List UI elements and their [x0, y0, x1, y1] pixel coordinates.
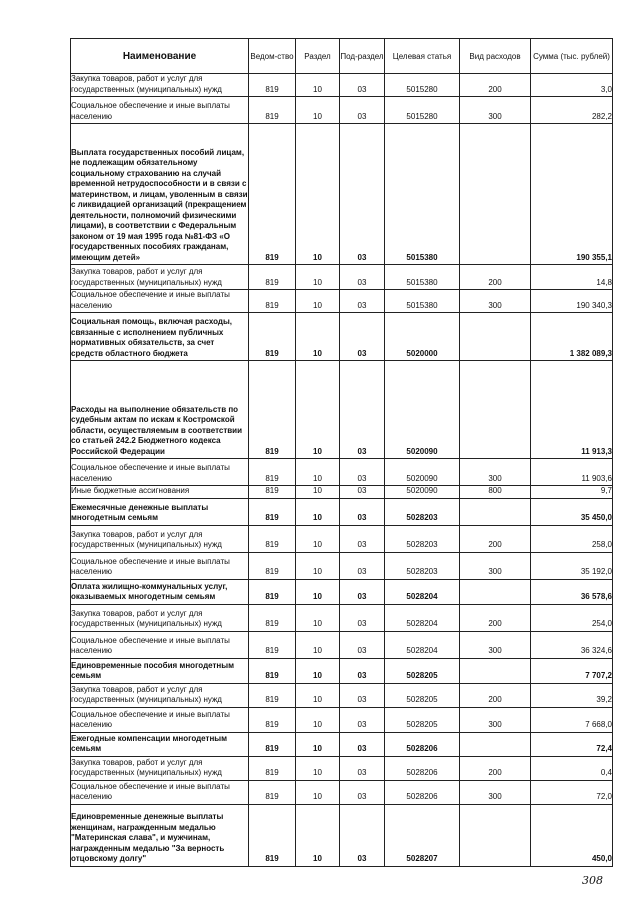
row-summa: 282,2	[531, 97, 613, 124]
row-cel: 5028203	[385, 498, 460, 525]
row-ved: 819	[249, 658, 296, 683]
row-summa: 36 324,6	[531, 631, 613, 658]
row-cel: 5028204	[385, 604, 460, 631]
row-summa: 190 355,1	[531, 124, 613, 265]
header-row	[71, 39, 613, 74]
table-row	[71, 525, 613, 552]
row-razdel: 10	[296, 552, 340, 579]
row-vid: 300	[460, 459, 531, 486]
row-name: Ежегодные компенсации многодетным семьям	[71, 732, 249, 756]
row-name: Социальное обеспечение и иные выплаты населению	[71, 459, 249, 486]
row-name: Выплата государственных пособий лицам, не подлежащим обязательному социальному страхованию на случай временной нетрудоспособности и в связи с материнством, и лицам, уволенным в связи с ликвидацией организаций (прекращением деятельности, полномочий физическими лицами), в соответствии с Федеральным законом от 19 мая 1995 года №81-ФЗ «О государственных пособиях гражданам, имеющим детей»	[71, 124, 249, 265]
row-summa: 36 578,6	[531, 579, 613, 604]
row-name: Социальное обеспечение и иные выплаты населению	[71, 707, 249, 732]
row-ved: 819	[249, 290, 296, 313]
row-podrazdel: 03	[340, 486, 385, 499]
table-row	[71, 290, 613, 313]
table-row	[71, 552, 613, 579]
header-cel: Целевая статья	[385, 39, 460, 74]
row-cel: 5028205	[385, 683, 460, 707]
row-cel: 5028203	[385, 525, 460, 552]
row-ved: 819	[249, 683, 296, 707]
row-ved: 819	[249, 604, 296, 631]
row-cel: 5015380	[385, 124, 460, 265]
row-razdel: 10	[296, 683, 340, 707]
row-podrazdel: 03	[340, 683, 385, 707]
row-cel: 5028204	[385, 631, 460, 658]
row-razdel: 10	[296, 658, 340, 683]
row-ved: 819	[249, 97, 296, 124]
row-summa: 72,0	[531, 780, 613, 804]
table-row	[71, 804, 613, 866]
row-cel: 5015280	[385, 74, 460, 97]
row-name: Закупка товаров, работ и услуг для государственных (муниципальных) нужд	[71, 74, 249, 97]
row-podrazdel: 03	[340, 780, 385, 804]
row-razdel: 10	[296, 732, 340, 756]
row-summa: 35 192,0	[531, 552, 613, 579]
row-summa: 35 450,0	[531, 498, 613, 525]
table-row	[71, 486, 613, 499]
row-cel: 5015280	[385, 97, 460, 124]
row-razdel: 10	[296, 459, 340, 486]
row-podrazdel: 03	[340, 658, 385, 683]
row-podrazdel: 03	[340, 124, 385, 265]
row-summa: 72,4	[531, 732, 613, 756]
row-summa: 3,0	[531, 74, 613, 97]
row-vid	[460, 313, 531, 361]
table-row	[71, 265, 613, 290]
row-vid	[460, 498, 531, 525]
row-ved: 819	[249, 74, 296, 97]
row-name: Социальное обеспечение и иные выплаты населению	[71, 552, 249, 579]
row-vid	[460, 658, 531, 683]
row-vid: 300	[460, 552, 531, 579]
table-row	[71, 498, 613, 525]
row-ved: 819	[249, 780, 296, 804]
row-ved: 819	[249, 459, 296, 486]
row-vid: 300	[460, 631, 531, 658]
row-podrazdel: 03	[340, 604, 385, 631]
row-summa: 14,8	[531, 265, 613, 290]
table-row	[71, 124, 613, 265]
row-ved: 819	[249, 313, 296, 361]
table-row	[71, 707, 613, 732]
row-razdel: 10	[296, 486, 340, 499]
row-ved: 819	[249, 707, 296, 732]
page-mark: 308	[582, 874, 603, 887]
row-podrazdel: 03	[340, 459, 385, 486]
row-name: Социальная помощь, включая расходы, связанные с исполнением публичных нормативных обязательств, за счет средств областного бюджета	[71, 313, 249, 361]
header-razdel: Раздел	[296, 39, 340, 74]
row-vid: 200	[460, 683, 531, 707]
table-row	[71, 732, 613, 756]
row-ved: 819	[249, 631, 296, 658]
row-razdel: 10	[296, 124, 340, 265]
row-podrazdel: 03	[340, 732, 385, 756]
row-summa: 1 382 089,3	[531, 313, 613, 361]
row-vid: 300	[460, 97, 531, 124]
row-razdel: 10	[296, 804, 340, 866]
row-ved: 819	[249, 804, 296, 866]
row-podrazdel: 03	[340, 313, 385, 361]
row-razdel: 10	[296, 97, 340, 124]
row-cel: 5028206	[385, 732, 460, 756]
row-vid: 300	[460, 780, 531, 804]
row-podrazdel: 03	[340, 707, 385, 732]
row-podrazdel: 03	[340, 498, 385, 525]
row-ved: 819	[249, 361, 296, 459]
row-vid: 300	[460, 290, 531, 313]
table-row	[71, 579, 613, 604]
row-vid	[460, 579, 531, 604]
row-summa: 9,7	[531, 486, 613, 499]
header-vid: Вид расходов	[460, 39, 531, 74]
row-razdel: 10	[296, 525, 340, 552]
row-vid: 200	[460, 756, 531, 780]
row-cel: 5028204	[385, 579, 460, 604]
row-podrazdel: 03	[340, 97, 385, 124]
row-name: Ежемесячные денежные выплаты многодетным семьям	[71, 498, 249, 525]
row-summa: 7 668,0	[531, 707, 613, 732]
row-razdel: 10	[296, 780, 340, 804]
header-name: Наименование	[71, 39, 249, 74]
row-vid: 200	[460, 265, 531, 290]
row-cel: 5020000	[385, 313, 460, 361]
row-razdel: 10	[296, 579, 340, 604]
row-razdel: 10	[296, 498, 340, 525]
row-podrazdel: 03	[340, 631, 385, 658]
table-row	[71, 658, 613, 683]
row-ved: 819	[249, 552, 296, 579]
row-cel: 5028206	[385, 756, 460, 780]
row-vid: 300	[460, 707, 531, 732]
row-summa: 39,2	[531, 683, 613, 707]
table-row	[71, 313, 613, 361]
row-vid: 200	[460, 525, 531, 552]
row-name: Единовременные денежные выплаты женщинам, награжденным медалью "Материнская слава", и мужчинам, награжденным медалью "За верность отцовскому долгу"	[71, 804, 249, 866]
row-name: Социальное обеспечение и иные выплаты населению	[71, 290, 249, 313]
row-podrazdel: 03	[340, 579, 385, 604]
table-row	[71, 74, 613, 97]
row-podrazdel: 03	[340, 804, 385, 866]
header-summa: Сумма (тыс. рублей)	[531, 39, 613, 74]
row-vid: 800	[460, 486, 531, 499]
table-row	[71, 361, 613, 459]
table-row	[71, 683, 613, 707]
row-vid	[460, 732, 531, 756]
row-name: Закупка товаров, работ и услуг для государственных (муниципальных) нужд	[71, 604, 249, 631]
row-cel: 5028203	[385, 552, 460, 579]
row-cel: 5028205	[385, 658, 460, 683]
row-razdel: 10	[296, 313, 340, 361]
row-ved: 819	[249, 486, 296, 499]
row-vid: 200	[460, 74, 531, 97]
row-cel: 5020090	[385, 459, 460, 486]
row-ved: 819	[249, 525, 296, 552]
row-ved: 819	[249, 732, 296, 756]
table-row	[71, 604, 613, 631]
row-podrazdel: 03	[340, 74, 385, 97]
row-vid	[460, 804, 531, 866]
row-podrazdel: 03	[340, 552, 385, 579]
row-razdel: 10	[296, 604, 340, 631]
row-cel: 5028205	[385, 707, 460, 732]
header-ved: Ведом-ство	[249, 39, 296, 74]
row-razdel: 10	[296, 290, 340, 313]
row-ved: 819	[249, 498, 296, 525]
row-name: Единовременные пособия многодетным семьям	[71, 658, 249, 683]
row-summa: 11 903,6	[531, 459, 613, 486]
row-summa: 0,4	[531, 756, 613, 780]
row-vid	[460, 361, 531, 459]
row-vid: 200	[460, 604, 531, 631]
row-name: Социальное обеспечение и иные выплаты населению	[71, 631, 249, 658]
row-cel: 5028207	[385, 804, 460, 866]
row-name: Иные бюджетные ассигнования	[71, 486, 249, 499]
row-name: Закупка товаров, работ и услуг для государственных (муниципальных) нужд	[71, 756, 249, 780]
table-body	[71, 74, 613, 867]
row-summa: 450,0	[531, 804, 613, 866]
row-podrazdel: 03	[340, 290, 385, 313]
row-cel: 5020090	[385, 486, 460, 499]
table-row	[71, 459, 613, 486]
header-podrazdel: Под-раздел	[340, 39, 385, 74]
row-razdel: 10	[296, 707, 340, 732]
row-name: Социальное обеспечение и иные выплаты населению	[71, 780, 249, 804]
row-ved: 819	[249, 265, 296, 290]
row-name: Закупка товаров, работ и услуг для государственных (муниципальных) нужд	[71, 265, 249, 290]
row-razdel: 10	[296, 756, 340, 780]
row-podrazdel: 03	[340, 756, 385, 780]
row-cel: 5015380	[385, 290, 460, 313]
row-podrazdel: 03	[340, 525, 385, 552]
table-row	[71, 756, 613, 780]
row-cel: 5020090	[385, 361, 460, 459]
row-summa: 258,0	[531, 525, 613, 552]
row-vid	[460, 124, 531, 265]
row-summa: 11 913,3	[531, 361, 613, 459]
row-podrazdel: 03	[340, 265, 385, 290]
row-name: Расходы на выполнение обязательств по судебным актам по искам к Костромской области, осуществляемым в соответствии со статьей 242.2 Бюджетного кодекса Российской Федерации	[71, 361, 249, 459]
row-ved: 819	[249, 124, 296, 265]
row-ved: 819	[249, 579, 296, 604]
row-name: Оплата жилищно-коммунальных услуг, оказываемых многодетным семьям	[71, 579, 249, 604]
row-podrazdel: 03	[340, 361, 385, 459]
row-ved: 819	[249, 756, 296, 780]
budget-table	[70, 38, 613, 867]
row-summa: 190 340,3	[531, 290, 613, 313]
row-name: Закупка товаров, работ и услуг для государственных (муниципальных) нужд	[71, 683, 249, 707]
row-cel: 5028206	[385, 780, 460, 804]
row-razdel: 10	[296, 361, 340, 459]
table-row	[71, 97, 613, 124]
row-razdel: 10	[296, 265, 340, 290]
row-name: Закупка товаров, работ и услуг для государственных (муниципальных) нужд	[71, 525, 249, 552]
table-row	[71, 780, 613, 804]
row-summa: 7 707,2	[531, 658, 613, 683]
row-cel: 5015380	[385, 265, 460, 290]
table-row	[71, 631, 613, 658]
row-razdel: 10	[296, 631, 340, 658]
row-summa: 254,0	[531, 604, 613, 631]
row-razdel: 10	[296, 74, 340, 97]
row-name: Социальное обеспечение и иные выплаты населению	[71, 97, 249, 124]
